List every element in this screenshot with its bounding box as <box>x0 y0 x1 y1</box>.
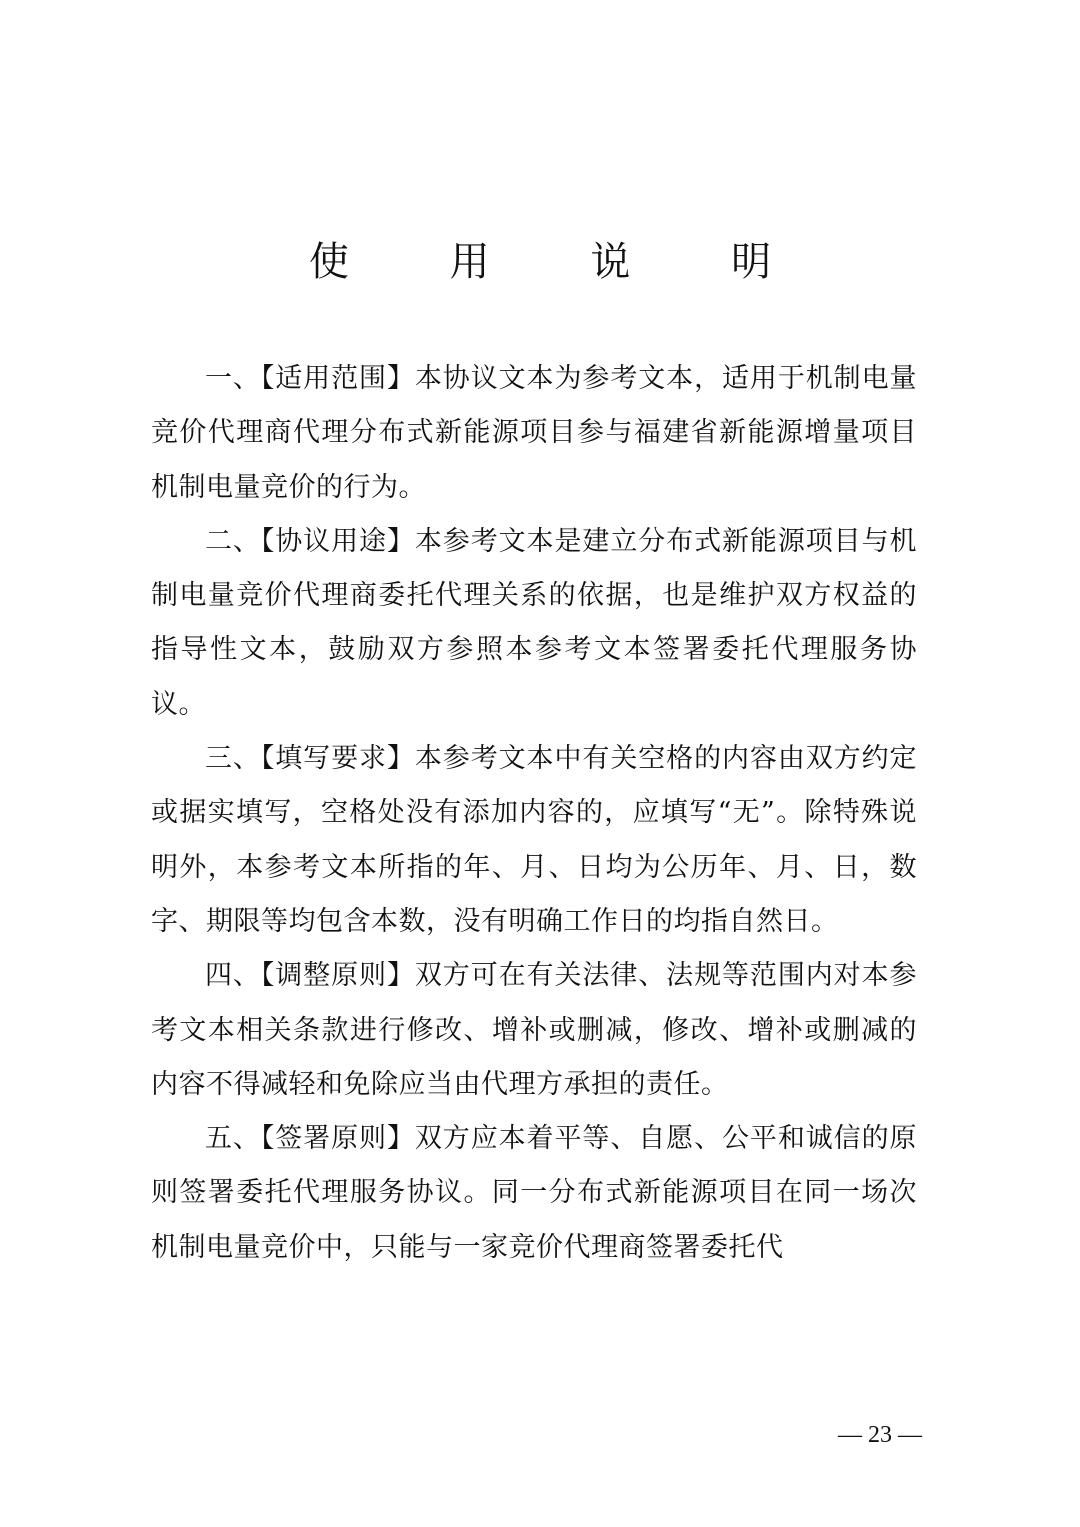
paragraph-number: 五、 <box>205 1123 261 1155</box>
paragraph-text: 双方可在有关法律、法规等范围内对本参考文本相关条款进行修改、增补或删减，修改、增补或删减的内容不得减轻和免除应当由代理方承担的责任。 <box>151 960 918 1100</box>
paragraph-scope <box>151 352 917 515</box>
paragraph-heading: 【填写要求】 <box>260 743 415 775</box>
paragraph-adjustment <box>151 949 917 1112</box>
paragraph-number: 三、 <box>205 743 261 775</box>
paragraph-heading: 【调整原则】 <box>260 960 415 992</box>
paragraph-heading: 【适用范围】 <box>260 363 415 394</box>
paragraph-text: 双方应本着平等、自愿、公平和诚信的原则签署委托代理服务协议。同一分布式新能源项目在同一场次机制电量竞价中，只能与一家竞价代理商签署委托代 <box>151 1123 918 1263</box>
paragraph-number: 四、 <box>205 960 261 992</box>
paragraph-heading: 【协议用途】 <box>260 525 415 557</box>
paragraph-filling-requirements <box>151 732 917 949</box>
paragraph-text: 本参考文本中有关空格的内容由双方约定或据实填写，空格处没有添加内容的，应填写“无”。除特殊说明外，本参考文本所指的年、月、日均为公历年、月、日，数字、期限等均包含本数，没有明确工作日的均指自然日。 <box>151 743 918 937</box>
paragraph-purpose <box>151 515 917 732</box>
page-title: 使 用 说 明 <box>308 239 816 285</box>
paragraph-number: 一、 <box>205 363 261 394</box>
paragraph-heading: 【签署原则】 <box>260 1123 415 1155</box>
paragraph-text: 本参考文本是建立分布式新能源项目与机制电量竞价代理商委托代理关系的依据，也是维护双方权益的指导性文本，鼓励双方参照本参考文本签署委托代理服务协议。 <box>151 525 918 720</box>
paragraph-text: 本协议文本为参考文本，适用于机制电量竞价代理商代理分布式新能源项目参与福建省新能源增量项目机制电量竞价的行为。 <box>151 363 918 503</box>
paragraph-signing <box>151 1112 917 1275</box>
paragraph-number: 二、 <box>205 525 261 557</box>
page-number: — 23 — <box>838 1422 922 1448</box>
document-body <box>151 352 917 1275</box>
